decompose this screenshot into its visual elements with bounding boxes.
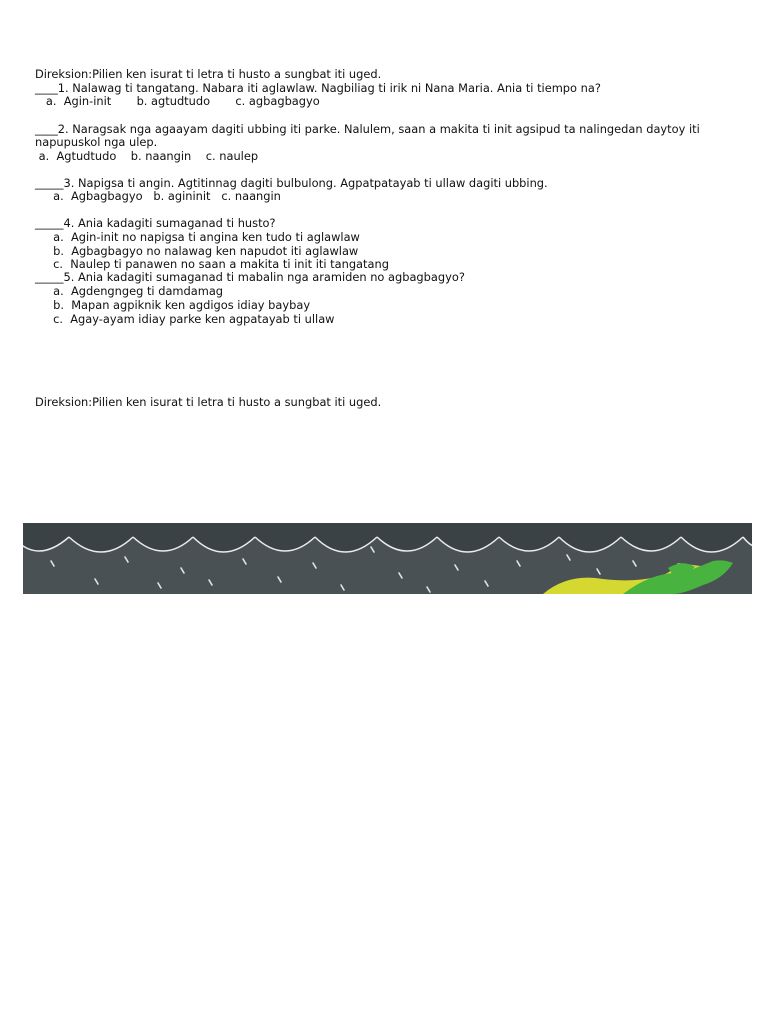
- question-1-choices: a. Agin-init b. agtudtudo c. agbagbagyo: [35, 94, 320, 108]
- question-1: ____1. Nalawag ti tangatang. Nabara iti aglawlaw. Nagbiliag ti irik ni Nana Maria. Ania ti tiempo na?: [35, 81, 601, 95]
- question-3-choices: a. Agbagbagyo b. agininit c. naangin: [35, 189, 281, 203]
- question-5-choice-c: c. Agay-ayam idiay parke ken agpatayab ti ullaw: [35, 312, 335, 326]
- question-4-choice-a: a. Agin-init no napigsa ti angina ken tudo ti aglawlaw: [35, 230, 360, 244]
- question-5-choice-a: a. Agdengngeg ti damdamag: [35, 284, 224, 298]
- question-4-choice-c: c. Naulep ti panawen no saan a makita ti init iti tangatang: [35, 257, 389, 271]
- question-2-choices: a. Agtudtudo b. naangin c. naulep: [35, 149, 259, 163]
- question-2-line-2: napupuskol nga ulep.: [35, 135, 158, 149]
- question-3: _____3. Napigsa ti angin. Agtitinnag dagiti bulbulong. Agpatpatayab ti ullaw dagiti ubbing.: [35, 176, 548, 190]
- question-5: _____5. Ania kadagiti sumaganad ti mabalin nga aramiden no agbagbagyo?: [35, 270, 465, 284]
- question-2-line-1: ____2. Naragsak nga agaayam dagiti ubbing iti parke. Nalulem, saan a makita ti init agsipud ta nalingedan daytoy iti: [35, 122, 700, 136]
- direction-text-bottom: Direksion:Pilien ken isurat ti letra ti husto a sungbat iti uged.: [35, 395, 382, 409]
- question-4: _____4. Ania kadagiti sumaganad ti husto?: [35, 216, 276, 230]
- rain-cloud-banner-image: [23, 523, 752, 594]
- question-4-choice-b: b. Agbagbagyo no nalawag ken napudot iti aglawlaw: [35, 244, 359, 258]
- direction-text-top: Direksion:Pilien ken isurat ti letra ti husto a sungbat iti uged.: [35, 67, 382, 81]
- question-5-choice-b: b. Mapan agpiknik ken agdigos idiay baybay: [35, 298, 311, 312]
- rain-cloud-illustration: [23, 523, 752, 594]
